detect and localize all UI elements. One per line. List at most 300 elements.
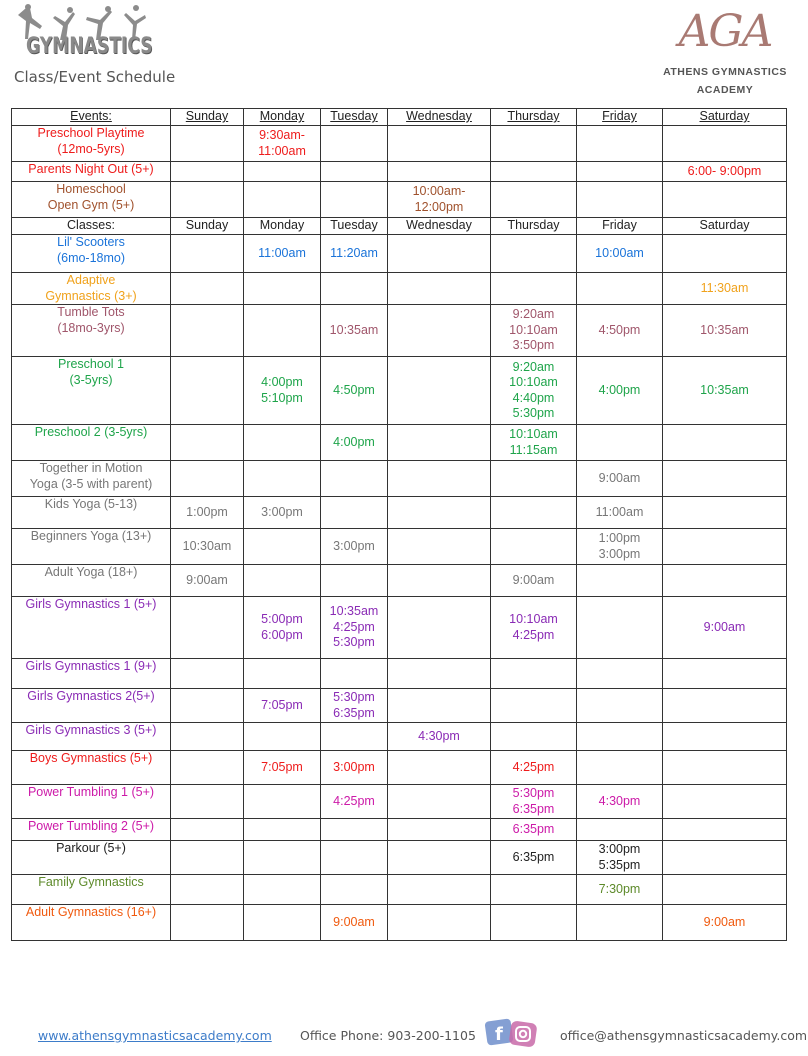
- program-name: [12, 182, 171, 218]
- program-name-line: Together in Motion: [39, 461, 143, 475]
- schedule-cell-wednesday: [388, 659, 491, 689]
- program-name: [12, 126, 171, 162]
- program-name-line: Girls Gymnastics 2(5+): [27, 689, 155, 703]
- schedule-cell-tuesday: [321, 659, 388, 689]
- svg-text:f: f: [495, 1024, 503, 1045]
- time-slot: 9:00am: [186, 572, 228, 587]
- schedule-cell-sunday: [171, 565, 244, 597]
- schedule-cell-thursday: [491, 565, 577, 597]
- logo-name-line1: ATHENS GYMNASTICS: [663, 66, 787, 78]
- schedule-cell-sunday: [171, 819, 244, 841]
- program-name: [12, 785, 171, 819]
- table-row: [12, 235, 787, 273]
- schedule-cell-saturday: [663, 461, 787, 497]
- schedule-cell-tuesday: [321, 126, 388, 162]
- schedule-cell-tuesday: [321, 235, 388, 273]
- schedule-cell-wednesday: [388, 751, 491, 785]
- time-slot: 4:00pm: [261, 375, 303, 389]
- schedule-cell-wednesday: [388, 126, 491, 162]
- program-name: [12, 497, 171, 529]
- time-slot: 5:30pm: [333, 690, 375, 704]
- table-row: [12, 819, 787, 841]
- schedule-cell-thursday: [491, 497, 577, 529]
- table-row: [12, 689, 787, 723]
- schedule-cell-tuesday: [321, 689, 388, 723]
- time-slot: 9:00am: [512, 572, 555, 587]
- schedule-cell-monday: [244, 182, 321, 218]
- schedule-cell-monday: [244, 597, 321, 659]
- schedule-cell-tuesday: [321, 357, 388, 425]
- section-label: Events:: [70, 109, 112, 123]
- schedule-cell-friday: [577, 497, 663, 529]
- schedule-cell-sunday: [171, 461, 244, 497]
- schedule-cell-monday: [244, 529, 321, 565]
- schedule-cell-sunday: [171, 235, 244, 273]
- table-row: [12, 357, 787, 425]
- schedule-cell-sunday: [171, 126, 244, 162]
- schedule-cell-tuesday: [321, 425, 388, 461]
- office-email[interactable]: office@athensgymnasticsacademy.com: [560, 1028, 808, 1043]
- schedule-cell-monday: [244, 126, 321, 162]
- time-slot: 9:20am: [512, 307, 555, 322]
- schedule-cell-monday: [244, 785, 321, 819]
- schedule-cell-sunday: [171, 751, 244, 785]
- schedule-cell-thursday: [491, 305, 577, 357]
- schedule-cell-friday: [577, 235, 663, 273]
- program-name-line: Adult Yoga (18+): [44, 565, 138, 579]
- time-slot: 4:25pm: [512, 759, 555, 774]
- program-name-line: Tumble Tots: [57, 305, 125, 319]
- table-row: [12, 841, 787, 875]
- schedule-cell-tuesday: [321, 273, 388, 305]
- schedule-cell-friday: [577, 659, 663, 689]
- program-name: [12, 819, 171, 841]
- footer: [0, 1024, 808, 1048]
- schedule-cell-sunday: [171, 529, 244, 565]
- schedule-cell-friday: [577, 425, 663, 461]
- schedule-cell-saturday: [663, 751, 787, 785]
- time-slot: 10:35am: [329, 604, 379, 619]
- program-name-line: Power Tumbling 1 (5+): [27, 785, 155, 799]
- schedule-cell-wednesday: [388, 162, 491, 182]
- schedule-cell-friday: [577, 357, 663, 425]
- schedule-cell-thursday: [491, 461, 577, 497]
- time-slot: 9:00am: [703, 914, 746, 929]
- time-slot: 11:00am: [595, 504, 644, 519]
- schedule-cell-monday: [244, 497, 321, 529]
- schedule-cell-tuesday: [321, 905, 388, 941]
- schedule-cell-wednesday: [388, 425, 491, 461]
- schedule-cell-friday: [577, 305, 663, 357]
- time-slot: 5:30pm: [333, 635, 375, 650]
- program-name-line: Girls Gymnastics 1 (5+): [25, 597, 157, 611]
- schedule-cell-monday: [244, 875, 321, 905]
- table-row: [12, 305, 787, 357]
- time-slot: 4:40pm: [512, 390, 555, 405]
- time-slot: 7:30pm: [598, 881, 641, 896]
- program-name: [12, 875, 171, 905]
- schedule-cell-wednesday: [388, 357, 491, 425]
- schedule-cell-thursday: [491, 273, 577, 305]
- schedule-cell-monday: [244, 425, 321, 461]
- time-slot: 10:10am: [509, 427, 558, 441]
- schedule-cell-friday: [577, 162, 663, 182]
- program-name-line: (6mo-18mo): [56, 250, 126, 265]
- schedule-cell-saturday: [663, 425, 787, 461]
- program-name-line: Parkour (5+): [56, 841, 126, 855]
- program-name: [12, 305, 171, 357]
- schedule-cell-sunday: [171, 875, 244, 905]
- program-name: [12, 751, 171, 785]
- time-slot: 5:10pm: [261, 390, 303, 405]
- program-name-line: Open Gym (5+): [47, 197, 135, 212]
- schedule-cell-thursday: [491, 841, 577, 875]
- program-name-line: Power Tumbling 2 (5+): [27, 819, 155, 833]
- schedule-cell-tuesday: [321, 751, 388, 785]
- day-header-thursday: Thursday: [507, 218, 560, 232]
- instagram-icon: [508, 1020, 537, 1047]
- time-slot: 11:15am: [509, 442, 558, 457]
- schedule-cell-friday: [577, 273, 663, 305]
- schedule-cell-friday: [577, 723, 663, 751]
- time-slot: 6:35pm: [512, 801, 555, 816]
- program-name-line: Homeschool: [56, 182, 126, 196]
- day-header-tuesday: Tuesday: [330, 218, 378, 232]
- time-slot: 5:35pm: [598, 857, 641, 872]
- facebook-icon: [484, 1018, 513, 1045]
- program-name-line: Preschool 1: [57, 357, 124, 371]
- day-header-friday: Friday: [602, 218, 637, 232]
- schedule-cell-sunday: [171, 425, 244, 461]
- time-slot: 11:00am: [258, 245, 306, 260]
- day-header-wednesday: Wednesday: [406, 218, 472, 232]
- program-name-line: Yoga (3-5 with parent): [29, 476, 153, 491]
- time-slot: 4:25pm: [333, 619, 375, 634]
- day-header-thursday: Thursday: [507, 109, 560, 123]
- schedule-cell-saturday: [663, 565, 787, 597]
- time-slot: 9:00am: [703, 619, 746, 634]
- schedule-cell-wednesday: [388, 905, 491, 941]
- schedule-cell-saturday: [663, 529, 787, 565]
- time-slot: 5:30pm: [512, 406, 555, 420]
- schedule-cell-saturday: [663, 819, 787, 841]
- schedule-cell-thursday: [491, 425, 577, 461]
- website-link[interactable]: www.athensgymnasticsacademy.com: [38, 1028, 272, 1043]
- schedule-cell-sunday: [171, 497, 244, 529]
- day-header-friday: Friday: [602, 109, 637, 123]
- table-row: [12, 905, 787, 941]
- schedule-cell-tuesday: [321, 461, 388, 497]
- time-slot: 5:30pm: [512, 786, 555, 800]
- schedule-cell-tuesday: [321, 723, 388, 751]
- logo-name-line2: ACADEMY: [696, 84, 754, 96]
- time-slot: 7:05pm: [261, 759, 303, 774]
- schedule-cell-wednesday: [388, 182, 491, 218]
- schedule-cell-sunday: [171, 689, 244, 723]
- program-name: [12, 659, 171, 689]
- schedule-cell-thursday: [491, 182, 577, 218]
- schedule-cell-saturday: [663, 785, 787, 819]
- schedule-cell-wednesday: [388, 785, 491, 819]
- classes-header-row: [12, 218, 787, 235]
- schedule-cell-monday: [244, 841, 321, 875]
- schedule-cell-monday: [244, 723, 321, 751]
- table-row: [12, 659, 787, 689]
- time-slot: 4:50pm: [333, 382, 375, 397]
- schedule-cell-sunday: [171, 162, 244, 182]
- time-slot: 9:30am-: [259, 128, 305, 142]
- schedule-cell-thursday: [491, 529, 577, 565]
- schedule-cell-tuesday: [321, 819, 388, 841]
- schedule-cell-monday: [244, 751, 321, 785]
- day-header-saturday: Saturday: [699, 218, 750, 232]
- schedule-cell-wednesday: [388, 565, 491, 597]
- section-label: Classes:: [67, 218, 115, 232]
- schedule-cell-thursday: [491, 235, 577, 273]
- program-name-line: Girls Gymnastics 1 (9+): [25, 659, 157, 673]
- schedule-cell-wednesday: [388, 305, 491, 357]
- schedule-cell-saturday: [663, 689, 787, 723]
- program-name-line: Girls Gymnastics 3 (5+): [25, 723, 157, 737]
- table-row: [12, 565, 787, 597]
- schedule-cell-sunday: [171, 305, 244, 357]
- day-header-sunday: Sunday: [185, 218, 229, 232]
- schedule-cell-saturday: [663, 162, 787, 182]
- program-name: [12, 425, 171, 461]
- time-slot: 3:00pm: [333, 759, 375, 774]
- schedule-cell-saturday: [663, 235, 787, 273]
- schedule-cell-sunday: [171, 785, 244, 819]
- schedule-cell-saturday: [663, 357, 787, 425]
- schedule-cell-saturday: [663, 126, 787, 162]
- time-slot: 10:10am: [509, 612, 558, 626]
- schedule-cell-thursday: [491, 819, 577, 841]
- schedule-cell-monday: [244, 689, 321, 723]
- schedule-cell-friday: [577, 905, 663, 941]
- time-slot: 4:50pm: [598, 322, 641, 337]
- schedule-cell-tuesday: [321, 305, 388, 357]
- schedule-cell-friday: [577, 875, 663, 905]
- schedule-cell-monday: [244, 659, 321, 689]
- table-row: [12, 723, 787, 751]
- schedule-cell-thursday: [491, 875, 577, 905]
- schedule-cell-friday: [577, 785, 663, 819]
- schedule-cell-sunday: [171, 357, 244, 425]
- table-row: [12, 597, 787, 659]
- schedule-cell-tuesday: [321, 597, 388, 659]
- time-slot: 6:35pm: [333, 705, 375, 720]
- time-slot: 10:35am: [329, 322, 379, 337]
- program-name-line: Kids Yoga (5-13): [44, 497, 138, 511]
- schedule-cell-monday: [244, 273, 321, 305]
- schedule-cell-thursday: [491, 905, 577, 941]
- time-slot: 10:10am: [509, 375, 558, 389]
- schedule-cell-saturday: [663, 597, 787, 659]
- schedule-cell-tuesday: [321, 875, 388, 905]
- schedule-cell-wednesday: [388, 723, 491, 751]
- schedule-cell-thursday: [491, 357, 577, 425]
- time-slot: 4:25pm: [512, 627, 555, 642]
- program-name-line: (12mo-5yrs): [57, 141, 125, 156]
- time-slot: 10:30am: [182, 538, 232, 553]
- schedule-cell-friday: [577, 182, 663, 218]
- schedule-cell-sunday: [171, 841, 244, 875]
- logo-monogram: AGA: [678, 6, 772, 57]
- schedule-cell-wednesday: [388, 235, 491, 273]
- program-name-line: Gymnastics (3+): [45, 288, 137, 303]
- program-name-line: Family Gymnastics: [38, 875, 144, 889]
- program-name: [12, 841, 171, 875]
- day-header-monday: Monday: [259, 109, 305, 123]
- schedule-cell-monday: [244, 357, 321, 425]
- time-slot: 6:00pm: [261, 627, 303, 642]
- time-slot: 9:20am: [512, 359, 555, 374]
- schedule-cell-friday: [577, 751, 663, 785]
- program-name-line: Lil' Scooters: [57, 235, 125, 249]
- time-slot: 11:20am: [330, 245, 378, 260]
- program-name: [12, 905, 171, 941]
- program-name: [12, 689, 171, 723]
- table-row: [12, 751, 787, 785]
- schedule-cell-thursday: [491, 162, 577, 182]
- program-name-line: Preschool Playtime: [37, 126, 145, 140]
- program-name-line: Adult Gymnastics (16+): [25, 905, 157, 919]
- time-slot: 3:00pm: [333, 538, 375, 553]
- time-slot: 6:35pm: [512, 849, 555, 864]
- schedule-cell-tuesday: [321, 182, 388, 218]
- time-slot: 10:10am: [509, 322, 558, 337]
- schedule-cell-saturday: [663, 841, 787, 875]
- time-slot: 9:00am: [333, 914, 375, 929]
- schedule-cell-saturday: [663, 497, 787, 529]
- schedule-cell-tuesday: [321, 529, 388, 565]
- time-slot: 4:25pm: [333, 793, 375, 808]
- program-name-line: (3-5yrs): [69, 372, 113, 387]
- program-name: [12, 723, 171, 751]
- program-name: [12, 357, 171, 425]
- table-row: [12, 875, 787, 905]
- schedule-cell-thursday: [491, 597, 577, 659]
- schedule-cell-friday: [577, 841, 663, 875]
- day-header-tuesday: Tuesday: [330, 109, 378, 123]
- time-slot: 10:00am: [595, 245, 644, 260]
- day-header-sunday: Sunday: [185, 109, 229, 123]
- time-slot: 12:00pm: [414, 199, 464, 214]
- schedule-cell-thursday: [491, 751, 577, 785]
- schedule-cell-thursday: [491, 659, 577, 689]
- schedule-cell-friday: [577, 597, 663, 659]
- gymnastics-logo: [12, 4, 157, 64]
- schedule-cell-thursday: [491, 126, 577, 162]
- schedule-cell-monday: [244, 565, 321, 597]
- time-slot: 1:00pm: [186, 504, 228, 519]
- office-phone: Office Phone: 903-200-1105: [300, 1028, 476, 1043]
- program-name-line: Preschool 2 (3-5yrs): [34, 425, 148, 439]
- program-name: [12, 461, 171, 497]
- schedule-cell-wednesday: [388, 497, 491, 529]
- schedule-cell-sunday: [171, 659, 244, 689]
- schedule-cell-friday: [577, 529, 663, 565]
- time-slot: 6:35pm: [512, 821, 555, 836]
- time-slot: 11:30am: [700, 280, 749, 295]
- table-row: [12, 785, 787, 819]
- program-name: [12, 162, 171, 182]
- program-name: [12, 565, 171, 597]
- table-row: [12, 182, 787, 218]
- time-slot: 3:50pm: [512, 338, 555, 353]
- program-name-line: Beginners Yoga (13+): [30, 529, 152, 543]
- time-slot: 1:00pm: [598, 531, 641, 545]
- table-row: [12, 461, 787, 497]
- time-slot: 3:00pm: [261, 504, 303, 519]
- program-name-line: (18mo-3yrs): [57, 320, 125, 335]
- schedule-cell-monday: [244, 905, 321, 941]
- table-row: [12, 425, 787, 461]
- schedule-cell-thursday: [491, 723, 577, 751]
- program-name: [12, 273, 171, 305]
- time-slot: 3:00pm: [598, 546, 641, 561]
- table-row: [12, 273, 787, 305]
- program-name: [12, 235, 171, 273]
- time-slot: 4:00pm: [333, 434, 375, 449]
- day-header-monday: Monday: [259, 218, 305, 232]
- schedule-cell-friday: [577, 565, 663, 597]
- schedule-cell-friday: [577, 819, 663, 841]
- program-name-line: Boys Gymnastics (5+): [29, 751, 153, 765]
- academy-logo: [655, 8, 795, 100]
- schedule-cell-saturday: [663, 305, 787, 357]
- schedule-cell-tuesday: [321, 785, 388, 819]
- program-name: [12, 529, 171, 565]
- schedule-cell-saturday: [663, 875, 787, 905]
- schedule-cell-tuesday: [321, 162, 388, 182]
- schedule-cell-wednesday: [388, 841, 491, 875]
- schedule-cell-tuesday: [321, 565, 388, 597]
- schedule-cell-saturday: [663, 723, 787, 751]
- schedule-cell-monday: [244, 461, 321, 497]
- schedule-cell-wednesday: [388, 461, 491, 497]
- schedule-cell-wednesday: [388, 597, 491, 659]
- schedule-cell-monday: [244, 819, 321, 841]
- day-header-wednesday: Wednesday: [406, 109, 472, 123]
- table-row: [12, 126, 787, 162]
- time-slot: 11:00am: [258, 143, 306, 158]
- logo-wordmark: GYMNASTICS: [26, 34, 153, 59]
- schedule-cell-wednesday: [388, 529, 491, 565]
- schedule-cell-tuesday: [321, 497, 388, 529]
- program-name-line: Parents Night Out (5+): [28, 162, 154, 176]
- schedule-cell-sunday: [171, 273, 244, 305]
- time-slot: 5:00pm: [261, 612, 303, 626]
- schedule-cell-friday: [577, 689, 663, 723]
- time-slot: 10:35am: [700, 322, 749, 337]
- schedule-cell-wednesday: [388, 689, 491, 723]
- schedule-cell-monday: [244, 235, 321, 273]
- schedule-cell-monday: [244, 305, 321, 357]
- day-header-saturday: Saturday: [699, 109, 750, 123]
- time-slot: 3:00pm: [598, 842, 641, 856]
- social-icons: [484, 1016, 544, 1050]
- time-slot: 7:05pm: [261, 697, 303, 712]
- time-slot: 9:00am: [598, 470, 641, 485]
- schedule-cell-saturday: [663, 182, 787, 218]
- schedule-cell-saturday: [663, 273, 787, 305]
- table-row: [12, 162, 787, 182]
- schedule-cell-monday: [244, 162, 321, 182]
- program-name-line: Adaptive: [66, 273, 116, 287]
- time-slot: 10:00am-: [412, 184, 466, 198]
- program-name: [12, 597, 171, 659]
